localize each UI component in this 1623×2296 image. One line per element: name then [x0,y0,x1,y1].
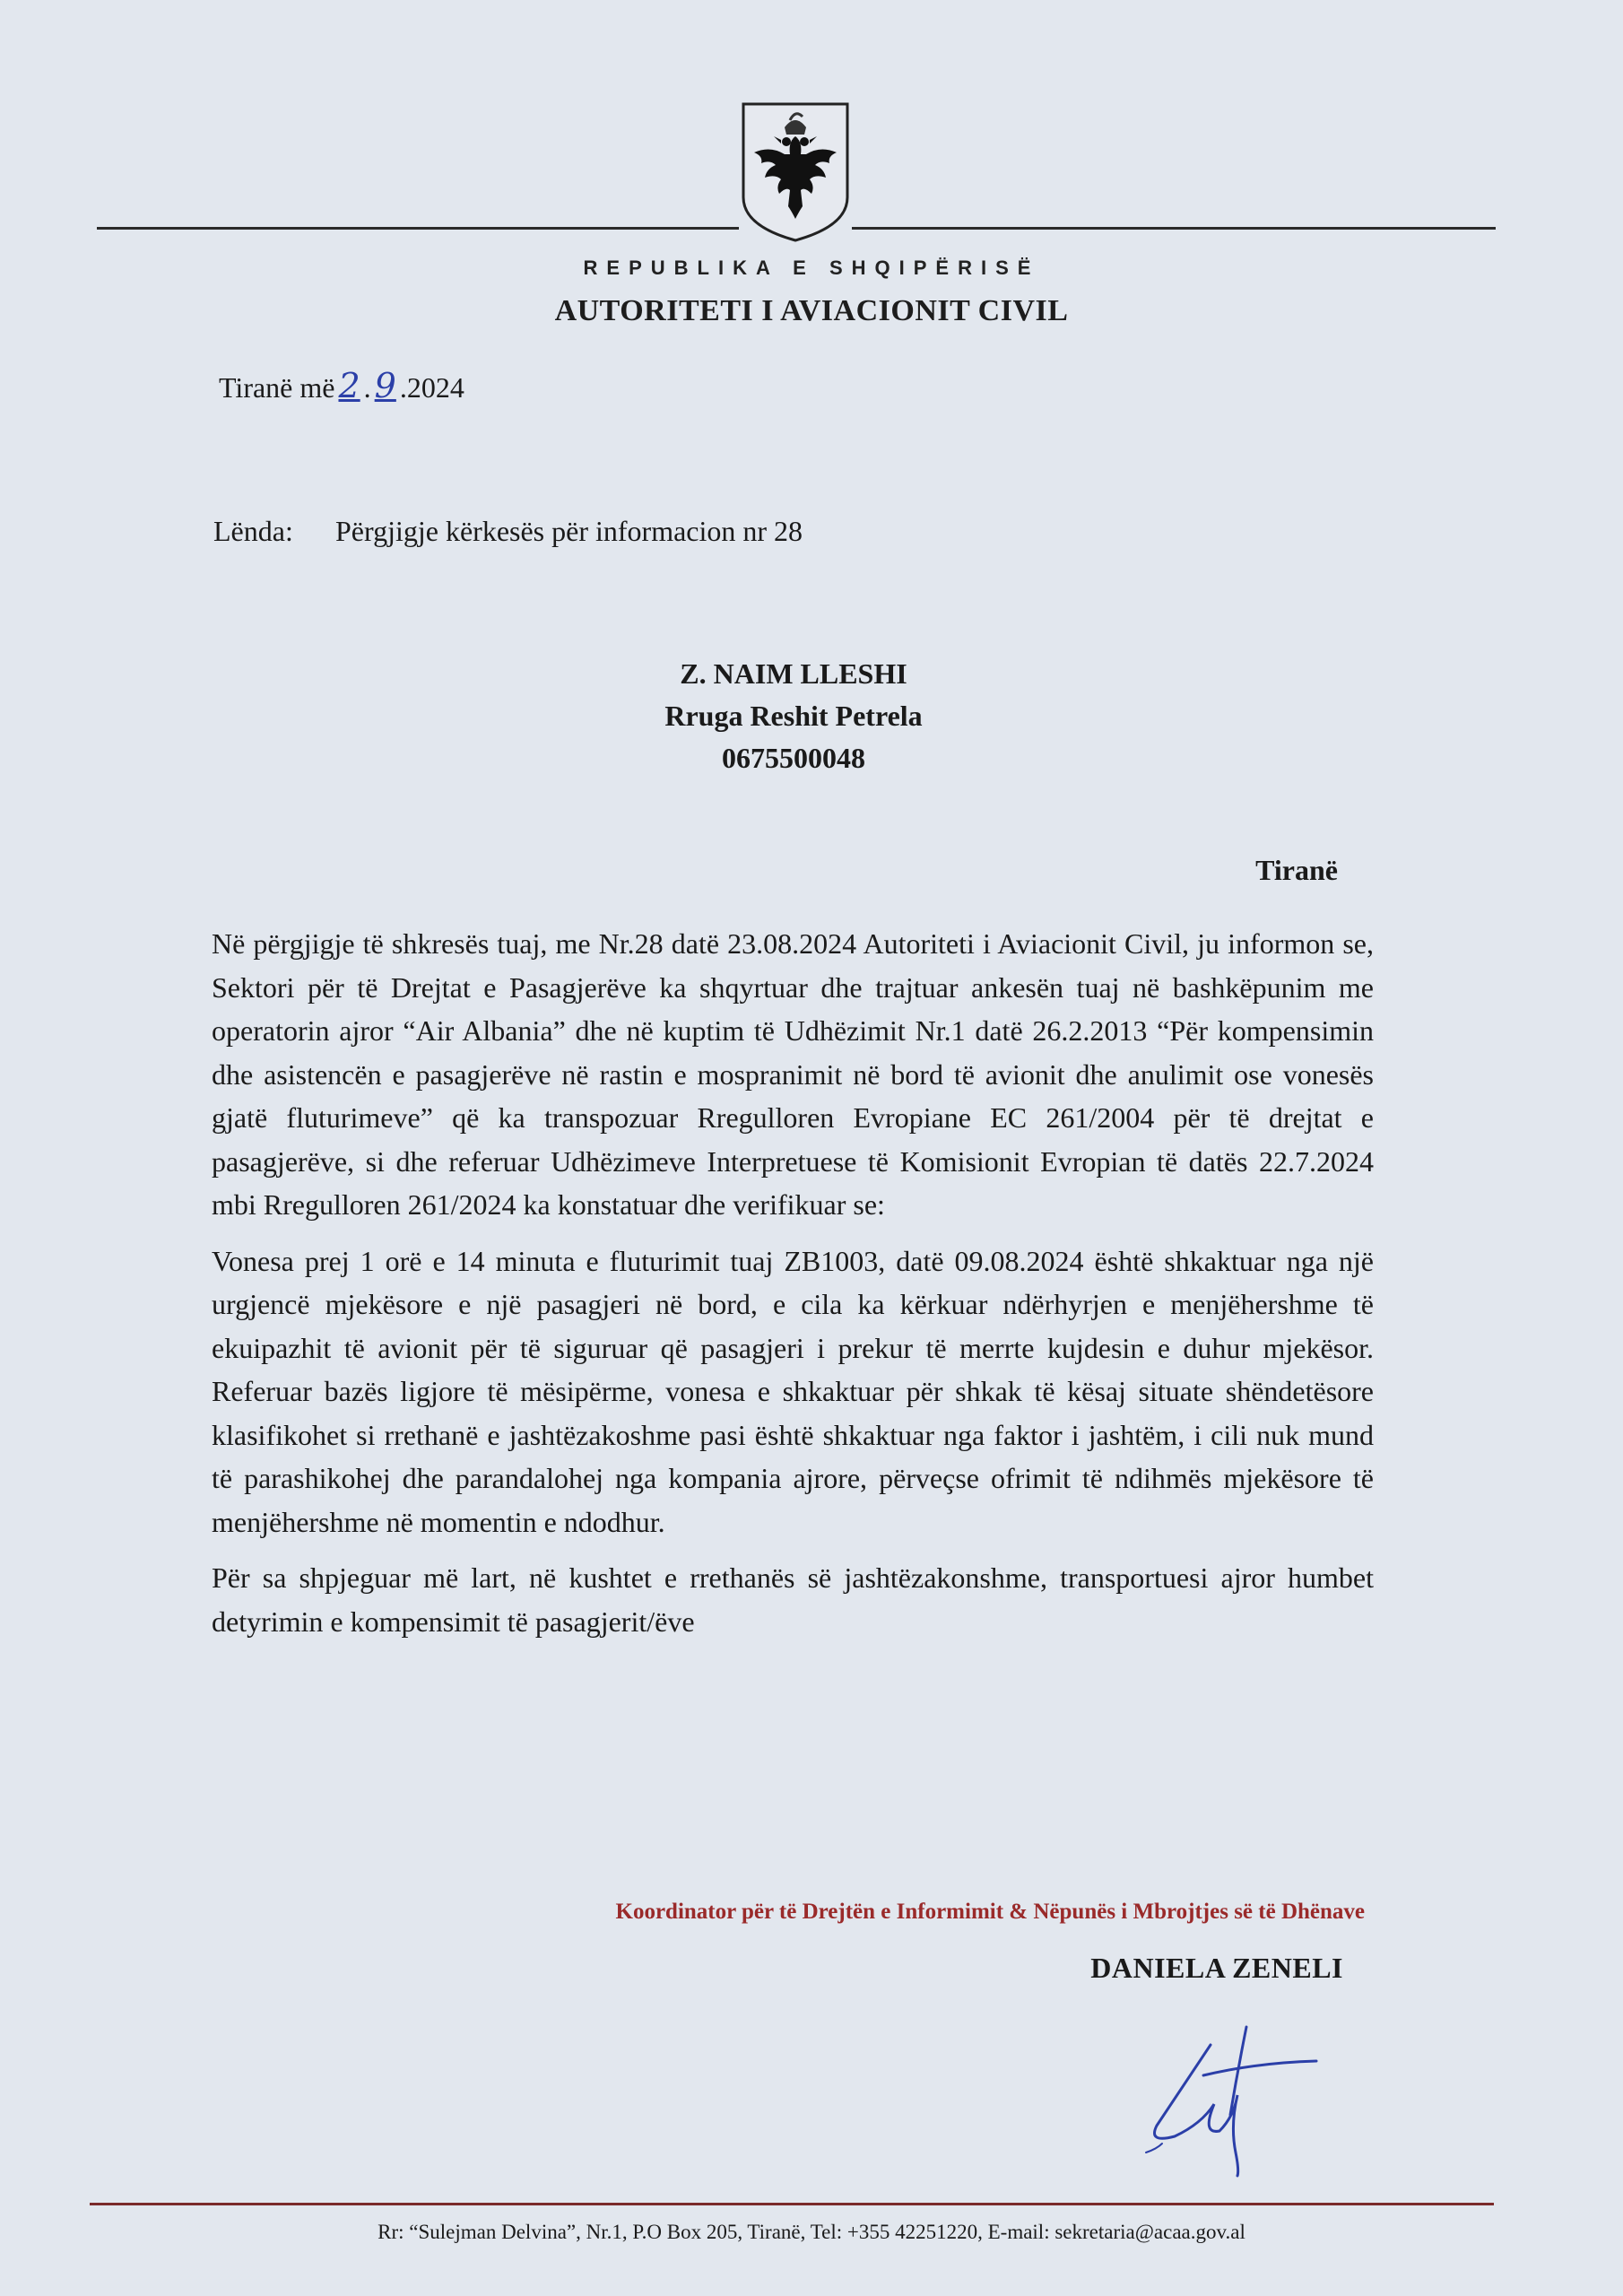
handwritten-signature-icon [1121,2018,1327,2179]
subject-text: Përgjigje kërkesës për informacion nr 28 [335,515,803,547]
header-divider-left [97,227,739,230]
albanian-eagle-emblem-icon [740,100,851,244]
header-divider-right [852,227,1496,230]
body-paragraph: Në përgjigje të shkresës tuaj, me Nr.28 datë 23.08.2024 Autoriteti i Aviacionit Civil, ju informon se, Sektori për të Drejtat e Pasagjerëve ka shqyrtuar dhe trajtuar ankesën tuaj në bashkëpunim me operatorin ajror “Air Albania” dhe në kuptim të Udhëzimit Nr.1 datë 26.2.2013 “Për kompensimin dhe asistencën e pasagjerëve në rastin e mospranimit në bord të avionit dhe anulimit ose vonesës gjatë fluturimeve” që ka transpozuar Rregulloren Evropiane EC 261/2004 për të drejtat e pasagjerëve, si dhe referuar Udhëzimeve Interpretuese të Komisionit Evropian të datës 22.7.2024 mbi Rregulloren 261/2024 ka konstatuar dhe verifikuar se: [212,927,1374,1221]
letter-date: Tiranë më 2 . 9 .2024 [219,366,464,405]
addressee-name: Z. NAIM LLESHI [680,657,907,690]
letter-body [212,922,1374,1656]
subject-label: Lënda: [213,515,293,547]
date-month-handwritten: 9 [374,366,396,405]
subject-line [213,515,803,548]
country-heading: REPUBLIKA E SHQIPËRISË [583,257,1040,279]
date-prefix: Tiranë më [219,371,335,404]
body-paragraph: Për sa shpjeguar më lart, në kushtet e rrethanës së jashtëzakonshme, transportuesi ajror humbet detyrimin e kompensimit të pasagjerit/ëve [212,1561,1374,1638]
date-day-handwritten: 2 [338,366,360,405]
body-paragraph: Vonesa prej 1 orë e 14 minuta e fluturimit tuaj ZB1003, datë 09.08.2024 është shkaktuar nga një urgjencë mjekësore e një pasagjeri në bord, e cila ka kërkuar ndërhyrjen e menjëhershme të ekuipazhit të avionit për të siguruar që pasagjeri i prekur të merrte kujdesin e duhur mjekësor. Referuar bazës ligjore të mësipërme, vonesa e shkaktuar për shkak të kësaj situate shëndetësore klasifikohet si rrethanë e jashtëzakoshme pasi është shkaktuar nga faktor i jashtëm, i cili nuk mund të parashikohej dhe parandalohej nga kompania ajrore, përveçse ofrimit të ndihmës mjekësore të menjëhershme në momentin e ndodhur. [212,1244,1374,1538]
addressee-city: Tiranë [1255,854,1338,886]
date-year: .2024 [399,371,464,404]
signer-name: DANIELA ZENELI [1090,1952,1343,1984]
addressee-phone: 0675500048 [722,742,865,774]
addressee-street: Rruga Reshit Petrela [664,700,923,732]
addressee-block [0,653,1587,779]
signer-role: Koordinator për të Drejtën e Informimit & Nëpunës i Mbrojtjes së të Dhënave [615,1900,1365,1924]
footer-address: Rr: “Sulejman Delvina”, Nr.1, P.O Box 205, Tiranë, Tel: +355 42251220, E-mail: sekretaria@acaa.gov.al [378,2221,1245,2243]
authority-heading: AUTORITETI I AVIACIONIT CIVIL [554,294,1069,327]
footer-divider [90,2203,1494,2205]
